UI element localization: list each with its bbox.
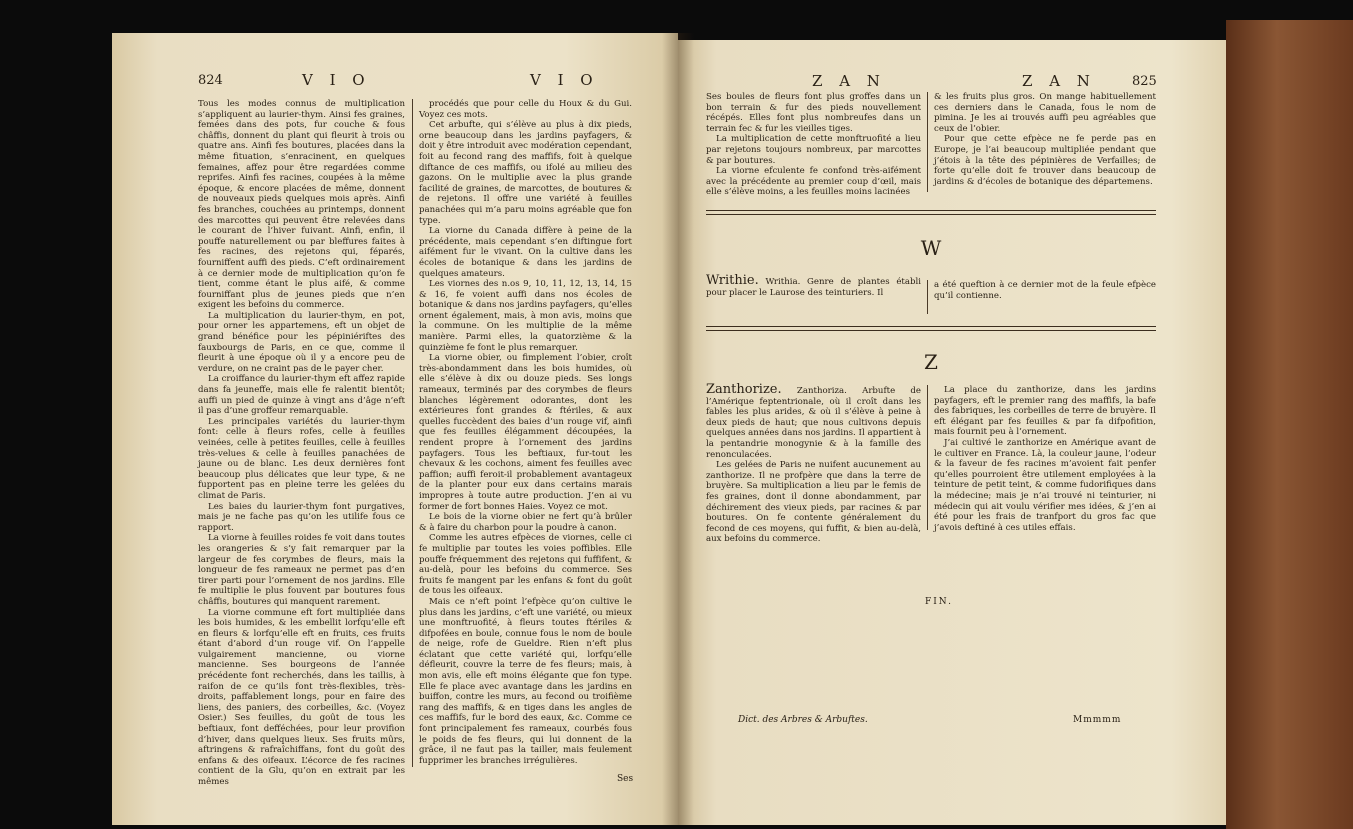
right-page bbox=[678, 40, 1226, 825]
paragraph: La viorne obier, ou fimplement l’obier, croît très-abondamment dans les bois humides, où elle s’élève à dix ou douze pieds. Ses longs rameaux, terminés par des corymbes de fleurs blanches légèrement odorantes, dont les extérieures font grandes & ftériles, & aux quelles fuccèdent des baies d’un rouge vif, ainfi que fes feuilles élégamment découpées, la rendent propre à l’ornement des jardins payfagers. Tous les beftiaux, fur-tout les chevaux & les cochons, aiment fes feuilles avec paffion; auffi feroit-il probablement avantageux de la planter pour eux dans certains marais impropres à toute autre production. J’en ai vu former de fort bonnes Haies. Voyez ce mot. bbox=[419, 353, 632, 512]
paragraph bbox=[706, 273, 921, 298]
footer-title: Dict. des Arbres & Arbuftes. bbox=[738, 715, 868, 725]
section-rule bbox=[706, 330, 1156, 331]
catchword: Ses bbox=[617, 774, 634, 784]
section-rule bbox=[706, 214, 1156, 215]
paragraph: Le bois de la viorne obier ne fert qu’à brûler & à faire du charbon pour la poudre à canon. bbox=[419, 512, 632, 533]
left-page bbox=[112, 33, 678, 825]
running-head-right-a: Z A N bbox=[812, 72, 886, 90]
paragraph: Les baies du laurier-thym font purgatives, mais je ne fache pas qu’on les utilife fous ce rapport. bbox=[198, 501, 405, 533]
column-rule bbox=[412, 99, 413, 767]
right-top-column-1 bbox=[706, 92, 921, 198]
paragraph: La croiffance du laurier-thym eft affez rapide dans fa jeuneffe, mais elle fe ralentit bientôt; auffi un pied de quinze à vingt ans d’âge n’eft il pas d’une groffeur remarquable. bbox=[198, 374, 405, 417]
paragraph: Les viornes des n.os 9, 10, 11, 12, 13, 14, 15 & 16, fe voient auffi dans nos écoles de botanique & dans nos jardins payfagers, qu’elles ornent également, mais, à mon avis, moins que la commune. On les multiplie de la même manière. Parmi elles, la quatorzième & la quinzième fe font le plus remarquer. bbox=[419, 279, 632, 353]
paragraph: & les fruits plus gros. On mange habituellement ces derniers dans le Canada, fous le nom de pimina. Je les ai trouvés auffi peu agréables que ceux de l’obier. bbox=[934, 92, 1156, 134]
page-number-left: 824 bbox=[198, 73, 223, 88]
paragraph: Les principales variétés du laurier-thym font: celle à fleurs rofes, celle à feuilles veinées, celle à petites feuilles, celle à feuilles très-velues & celle à feuilles panachées de jaune ou de blanc. Les deux dernières font beaucoup plus délicates que leur type, & ne fupportent pas en pleine terre les gelées du climat de Paris. bbox=[198, 416, 405, 501]
page-number-right: 825 bbox=[1132, 74, 1157, 89]
entry-text: Writhia. Genre de plantes établi pour placer le Laurose des teinturiers. Il bbox=[706, 277, 921, 298]
paragraph: La viorne efculente fe confond très-aifément avec la précédente au premier coup d’œil, mais elle s’élève moins, a les feuilles moins lacinées bbox=[706, 166, 921, 198]
left-page-column-1 bbox=[198, 99, 405, 787]
paragraph: a été queftion à ce dernier mot de la feule efpèce qu’il contienne. bbox=[934, 280, 1156, 301]
paragraph bbox=[706, 382, 921, 460]
column-rule bbox=[927, 92, 928, 192]
running-head-left-b: V I O bbox=[530, 71, 599, 89]
paragraph: La multiplication du laurier-thym, en pot, pour orner les appartemens, eft un objet de grand bénéfice pour les pépiniériftes des fauxbourgs de Paris, en ce que, comme il fleurit à une époque où il y a encore peu de verdure, on ne craint pas de le payer cher. bbox=[198, 310, 405, 374]
column-rule bbox=[927, 385, 928, 530]
paragraph: La place du zanthorize, dans les jardins payfagers, eft le premier rang des maffifs, la bafe des fabriques, les corbeilles de terre de bruyère. Il eft élégant par fes feuilles & par fa difpofition, mais fournit peu à l’ornement. bbox=[934, 385, 1156, 438]
signature-mark: Mmmmm bbox=[1073, 715, 1122, 725]
book-cover-edge bbox=[1226, 20, 1353, 829]
running-head-left-a: V I O bbox=[302, 71, 371, 89]
paragraph: Ses boules de fleurs font plus groffes dans un bon terrain & fur des pieds nouvellement récépés. Elles font plus nombreufes dans un terrain fec & fur les vieilles tiges. bbox=[706, 92, 921, 134]
right-top-column-2 bbox=[934, 92, 1156, 192]
book-gutter bbox=[662, 33, 694, 825]
paragraph: Tous les modes connus de multiplication s’appliquent au laurier-thym. Ainsi fes graines, femées dans des pots, fur couche & fous châffis, donnent du plant qui fleurit à trois ou quatre ans. Ainfi fes boutures, placées dans la même fituation, s’enracinent, en quelques femaines, affez pour être regardées comme reprifes. Ainfi fes racines, coupées à la même époque, & encore placées de même, donnent de nouveaux pieds quelques mois après. Ainfi fes branches, couchées au printemps, donnent des marcottes qui peuvent être relevées dans le courant de l’hiver fuivant. Ainfi, enfin, il pouffe naturellement ou par bleffures faites à fes racines, des rejetons qui, féparés, fourniffent auffi des pieds. C’eft ordinairement à ce dernier mode de multiplication qu’on fe tient, comme étant le plus aifé, & comme fourniffant plus de jeunes pieds que n’en exigent les befoins du commerce. bbox=[198, 99, 405, 311]
paragraph: La viorne du Canada diffère à peine de la précédente, mais cependant s’en diftingue fort aifément fur le vivant. On la cultive dans les écoles de botanique & dans les jardins de quelques amateurs. bbox=[419, 226, 632, 279]
paragraph: procédés que pour celle du Houx & du Gui. Voyez ces mots. bbox=[419, 99, 632, 120]
paragraph: Les gelées de Paris ne nuifent aucunement au zanthorize. Il ne profpère que dans la terre de bruyère. Sa multiplication a lieu par le femis de fes graines, dont il donne abondamment, par déchirement des vieux pieds, par racines & par boutures. On fe contente généralement du fecond de ces moyens, qui fuffit, & bien au-delà, aux befoins du commerce. bbox=[706, 460, 921, 545]
section-rule bbox=[706, 326, 1156, 327]
left-page-column-2 bbox=[419, 99, 632, 774]
entry-headword: Zanthorize. bbox=[706, 382, 782, 397]
paragraph: Cet arbufte, qui s’élève au plus à dix pieds, orne beaucoup dans les jardins payfagers, & doit y être introduit avec modération cependant, foit au fecond rang des maffifs, foit à quelque diftance de ces maffifs, ou ifolé au milieu des gazons. On le multiplie avec la plus grande facilité de graines, de marcottes, de boutures & de rejetons. Il offre une variété à feuilles panachées qui m’a paru moins agréable que fon type. bbox=[419, 120, 632, 226]
paragraph: La viorne à feuilles roides fe voit dans toutes les orangeries & s’y fait remarquer par la largeur de fes corymbes de fleurs, mais la longueur de fes rameaux ne permet pas d’en tirer parti pour l’ornement de nos jardins. Elle fe multiplie le plus fouvent par boutures fous châffis, boutures qui manquent rarement. bbox=[198, 533, 405, 607]
section-letter-z: Z bbox=[924, 350, 938, 374]
section-rule bbox=[706, 210, 1156, 211]
entry-zanthorize-continued bbox=[934, 385, 1156, 545]
entry-zanthorize bbox=[706, 382, 921, 545]
fin-mark: FIN. bbox=[925, 597, 953, 607]
paragraph: La multiplication de cette monftruofité a lieu par rejetons toujours nombreux, par marcottes & par boutures. bbox=[706, 134, 921, 166]
entry-text: Zanthoriza. Arbufte de l’Amérique feptentrionale, où il croît dans les fables les plus arides, & où il s’élève à peine à deux pieds de haut; que nous cultivons depuis quelques années dans nos jardins. Il appartient à la pentandrie monogynie & à la famille des renonculacées. bbox=[706, 386, 921, 460]
paragraph: La viorne commune eft fort multipliée dans les bois humides, & les embellit lorfqu’elle eft en fleurs & lorfqu’elle eft en fruits, ces fruits étant d’abord d’un rouge vif. On l’appelle vulgairement mancienne, ou viorne mancienne. Ses bourgeons de l’année précédente font recherchés, dans les taillis, à raifon de ce qu’ils font très-flexibles, très-droits, paffablement longs, pour en faire des liens, des paniers, des corbeilles, &c. (Voyez Osier.) Ses feuilles, du goût de tous les beftiaux, font defféchées, pour leur provifion d’hiver, dans quelques lieux. Ses fruits mûrs, aftringens & rafraîchiffans, font du goût des enfans & des oifeaux. L’écorce de fes racines contient de la Glu, qu’on en extrait par les mêmes bbox=[198, 607, 405, 787]
paragraph: Comme les autres efpèces de viornes, celle ci fe multiplie par toutes les voies poffibles. Elle pouffe fréquemment des rejetons qui fuffifent, & au-delà, pour les befoins du commerce. Ses fruits fe mangent par les enfans & font du goût de tous les oifeaux. bbox=[419, 533, 632, 597]
paragraph: Pour que cette efpèce ne fe perde pas en Europe, je l’ai beaucoup multipliée pendant que j’étois à la tête des pépinières de Verfailles; de forte qu’elle doit fe trouver dans beaucoup de jardins & d’écoles de botanique des départemens. bbox=[934, 134, 1156, 187]
paragraph: Mais ce n’eft point l’efpèce qu’on cultive le plus dans les jardins, c’eft une variété, ou mieux une monftruofité, à fleurs toutes ftériles & difpofées en boule, connue fous le nom de boule de neige, rofe de Gueldre. Rien n’eft plus éclatant que cette variété qui, lorfqu’elle défleurit, couvre la terre de fes fleurs; mais, à mon avis, elle eft moins élégante que fon type. Elle fe place avec avantage dans les jardins en buiffon, contre les murs, au fecond ou troifième rang des maffifs, & en tiges dans les angles de ces maffifs, fur le bord des eaux, &c. Comme ce font principalement fes rameaux, courbés fous le poids de fes fleurs, qui lui donnent de la grâce, il ne faut pas la tailler, mais feulement fupprimer les branches irrégulières. bbox=[419, 596, 632, 766]
column-rule bbox=[927, 280, 928, 314]
entry-writhie-continued bbox=[934, 280, 1156, 320]
entry-writhie bbox=[706, 273, 921, 316]
running-head-right-b: Z A N bbox=[1022, 72, 1096, 90]
paragraph: J’ai cultivé le zanthorize en Amérique avant de le cultiver en France. Là, la couleur jaune, l’odeur & la faveur de fes racines m’avoient fait penfer qu’elles pourroient être utilement employées à la teinture de petit teint, & comme fudorifiques dans la médecine; mais je n’ai trouvé ni teinturier, ni médecin qui ait voulu vérifier mes idées, & j’en ai été pour les frais de tranfport du gros fac que j’avois deftiné à ces utiles effais. bbox=[934, 437, 1156, 533]
section-letter-w: W bbox=[920, 236, 942, 260]
entry-headword: Writhie. bbox=[706, 273, 759, 288]
